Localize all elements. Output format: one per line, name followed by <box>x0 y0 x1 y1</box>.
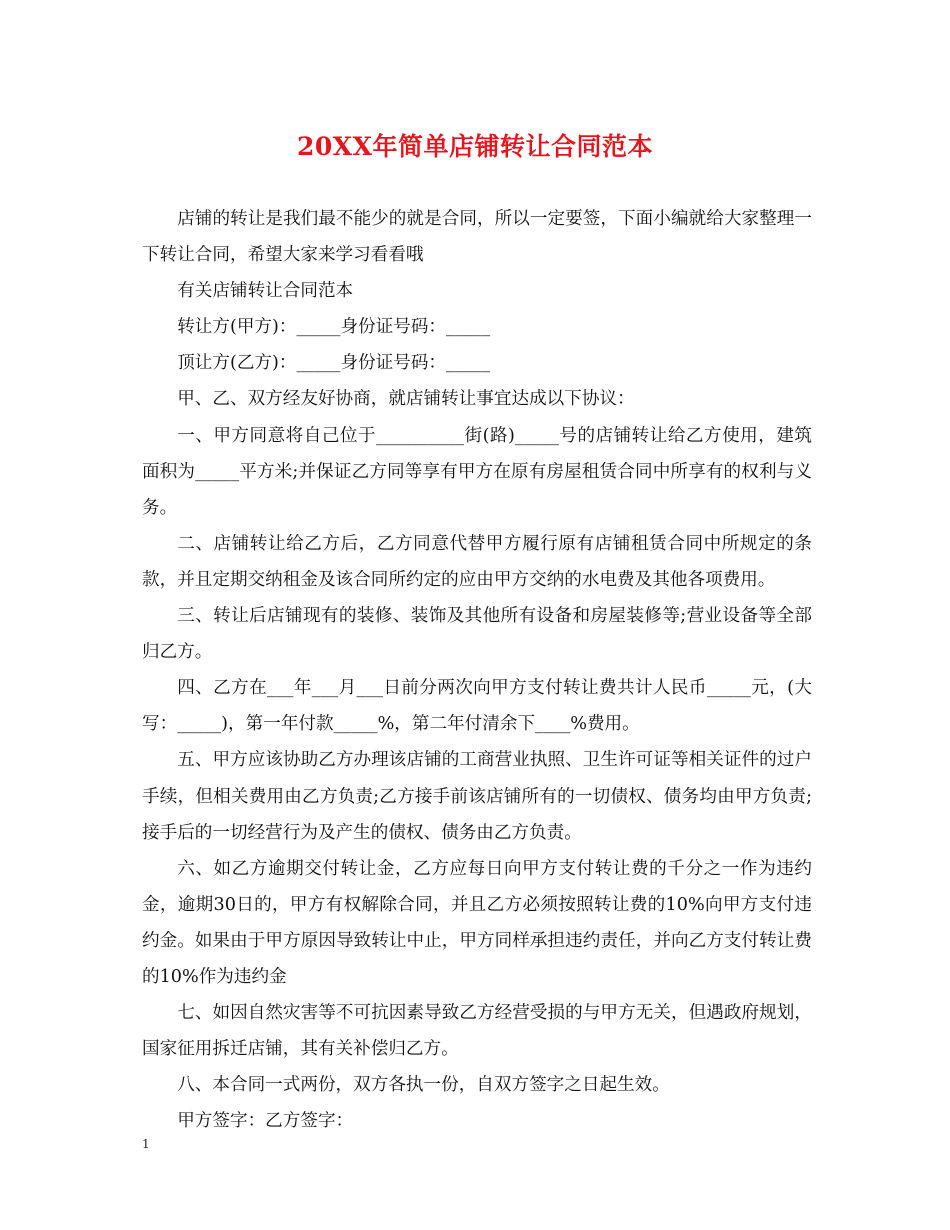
page-number: 1 <box>142 1137 150 1151</box>
signature-line: 甲方签字：乙方签字： <box>177 1111 354 1132</box>
clause-1: 一、甲方同意将自己位于__________街(路)_____号的店铺转让给乙方使用，建筑面积为_____平方米;并保证乙方同等享有甲方在原有房屋租赁合同中所享有的权利与义务。 <box>142 425 812 518</box>
clause-8: 八、本合同一式两份，双方各执一份，自双方签字之日起生效。 <box>177 1075 670 1096</box>
clause-4: 四、乙方在___年___月___日前分两次向甲方支付转让费共计人民币_____元，(大写：_____)，第一年付款_____%，第二年付清余下____%费用。 <box>142 678 812 735</box>
party-b-line: 顶让方(乙方)：_____身份证号码：_____ <box>177 353 491 374</box>
clause-3: 三、转让后店铺现有的装修、装饰及其他所有设备和房屋装修等;营业设备等全部归乙方。 <box>142 606 812 663</box>
clause-5: 五、甲方应该协助乙方办理该店铺的工商营业执照、卫生许可证等相关证件的过户手续，但相关费用由乙方负责;乙方接手前该店铺所有的一切债权、债务均由甲方负责;接手后的一切经营行为及产生的债权、债务由乙方负责。 <box>142 750 812 843</box>
document-body <box>142 201 812 1139</box>
section-heading: 有关店铺转让合同范本 <box>177 281 354 302</box>
document-title: 20XX年简单店铺转让合同范本 <box>296 132 654 161</box>
clause-7: 七、如因自然灾害等不可抗因素导致乙方经营受损的与甲方无关，但遇政府规划，国家征用拆迁店铺，其有关补偿归乙方。 <box>142 1003 812 1060</box>
agreement-preamble: 甲、乙、双方经友好协商，就店铺转让事宜达成以下协议： <box>177 389 635 410</box>
intro-paragraph: 店铺的转让是我们最不能少的就是合同，所以一定要签，下面小编就给大家整理一下转让合同，希望大家来学习看看哦 <box>142 209 812 266</box>
clause-2: 二、店铺转让给乙方后，乙方同意代替甲方履行原有店铺租赁合同中所规定的条款，并且定期交纳租金及该合同所约定的应由甲方交纳的水电费及其他各项费用。 <box>142 533 812 590</box>
party-a-line: 转让方(甲方)：_____身份证号码：_____ <box>177 317 491 338</box>
clause-6: 六、如乙方逾期交付转让金，乙方应每日向甲方支付转让费的千分之一作为违约金，逾期30日的，甲方有权解除合同，并且乙方必须按照转让费的10%向甲方支付违约金。如果由于甲方原因导致转让中止，甲方同样承担违约责任，并向乙方支付转让费的10%作为违约金 <box>142 858 812 987</box>
